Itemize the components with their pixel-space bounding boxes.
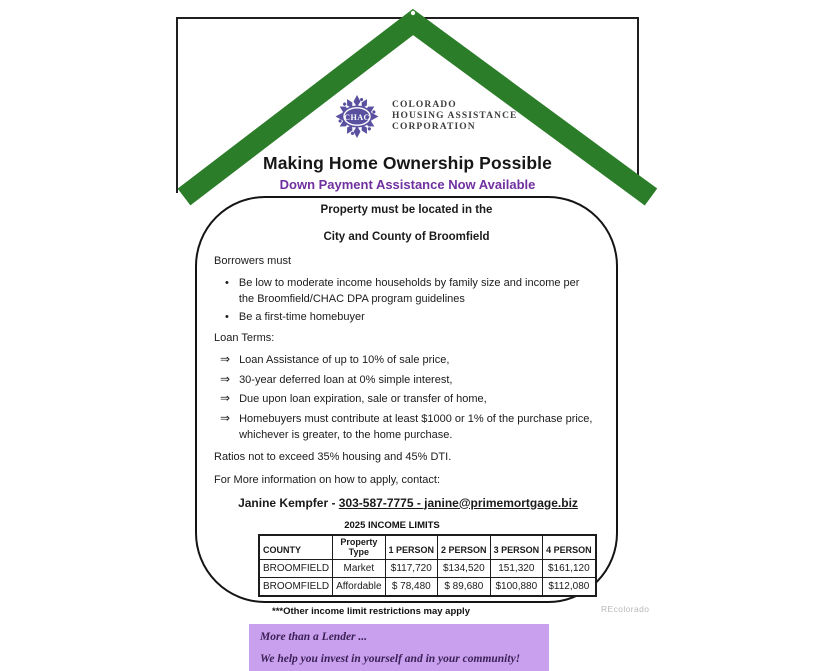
cell-2person: $ 89,680 — [438, 578, 491, 597]
list-item — [220, 372, 604, 389]
page-subtitle: Down Payment Assistance Now Available — [279, 177, 536, 192]
banner-line-1: More than a Lender ... — [260, 631, 368, 643]
table-header-row — [259, 535, 596, 560]
cell-property-type: Market — [333, 560, 385, 578]
table-row — [259, 560, 596, 578]
borrower-requirement: Be low to moderate income households by family size and income per the Broomfield/CHAC DPA program guidelines — [238, 277, 580, 305]
contact-name: Janine Kempfer - — [238, 495, 339, 510]
cell-county: BROOMFIELD — [259, 578, 333, 597]
content-panel — [195, 196, 618, 665]
loan-term: Loan Assistance of up to 10% of sale price, — [239, 354, 450, 366]
list-item — [220, 391, 604, 408]
borrower-requirement: Be a first-time homebuyer — [238, 311, 365, 323]
cell-property-type: Affordable — [333, 578, 385, 597]
brand-block — [331, 93, 517, 140]
banner-line-2: We help you invest in yourself and in your community! — [260, 653, 521, 665]
cell-county: BROOMFIELD — [259, 560, 333, 578]
col-header-property-type: Property Type — [333, 535, 385, 560]
income-table-title: 2025 INCOME LIMITS — [344, 519, 440, 531]
contact-phone-email: 303-587-7775 - janine@primemortgage.biz — [338, 495, 578, 510]
arrow-icon: ⇒ — [220, 352, 231, 366]
bullet-icon: • — [225, 311, 229, 323]
col-header-1person: 1 PERSON — [385, 535, 438, 560]
loan-term: Homebuyers must contribute at least $1000 or 1% of the purchase price, whichever is greater, to the home purchase. — [239, 412, 593, 441]
table-row — [259, 578, 596, 597]
cell-3person: 151,320 — [490, 560, 543, 578]
col-header-3person: 3 PERSON — [490, 535, 543, 560]
arrow-icon: ⇒ — [220, 391, 231, 405]
cell-3person: $100,880 — [490, 578, 543, 597]
page-title: Making Home Ownership Possible — [263, 153, 552, 173]
org-name — [392, 100, 517, 133]
loan-terms-heading: Loan Terms: — [214, 332, 275, 344]
income-limits-table — [258, 534, 597, 598]
col-header-4person: 4 PERSON — [543, 535, 596, 560]
income-limits-section — [258, 518, 592, 598]
loan-term: Due upon loan expiration, sale or transfer of home, — [239, 393, 487, 405]
list-item — [220, 352, 604, 369]
cell-2person: $134,520 — [438, 560, 491, 578]
loan-term: 30-year deferred loan at 0% simple interest, — [239, 373, 453, 386]
ratios-note: Ratios not to exceed 35% housing and 45% DTI. — [214, 450, 452, 463]
org-line: COLORADO — [392, 100, 457, 110]
cell-1person: $ 78,480 — [385, 578, 438, 597]
table-footnote: ***Other income limit restrictions may apply — [272, 606, 470, 617]
flyer-body — [214, 254, 604, 671]
arrow-icon: ⇒ — [220, 371, 231, 386]
org-line: HOUSING ASSISTANCE — [392, 111, 518, 121]
org-line: CORPORATION — [392, 122, 476, 132]
location-line-1: Property must be located in the — [320, 204, 493, 216]
col-header-2person: 2 PERSON — [438, 535, 491, 560]
arrow-icon: ⇒ — [220, 410, 231, 425]
contact-line — [214, 496, 602, 511]
borrowers-heading: Borrowers must — [214, 255, 292, 267]
cell-1person: $117,720 — [385, 560, 438, 578]
contact-intro: For More information on how to apply, contact: — [214, 473, 441, 486]
list-item — [225, 275, 604, 307]
recolorado-watermark: REcolorado — [601, 604, 650, 614]
lender-banner — [249, 624, 549, 671]
chac-logo-icon — [331, 93, 383, 140]
col-header-county: COUNTY — [259, 535, 333, 560]
list-item — [225, 309, 604, 325]
cell-4person: $161,120 — [543, 560, 596, 578]
headline-block — [176, 153, 639, 192]
chac-logo-text: CHAC — [344, 112, 370, 122]
location-line-2: City and County of Broomfield — [323, 231, 490, 243]
bullet-icon: • — [225, 277, 229, 289]
cell-4person: $112,080 — [543, 578, 596, 597]
list-item — [220, 411, 604, 444]
